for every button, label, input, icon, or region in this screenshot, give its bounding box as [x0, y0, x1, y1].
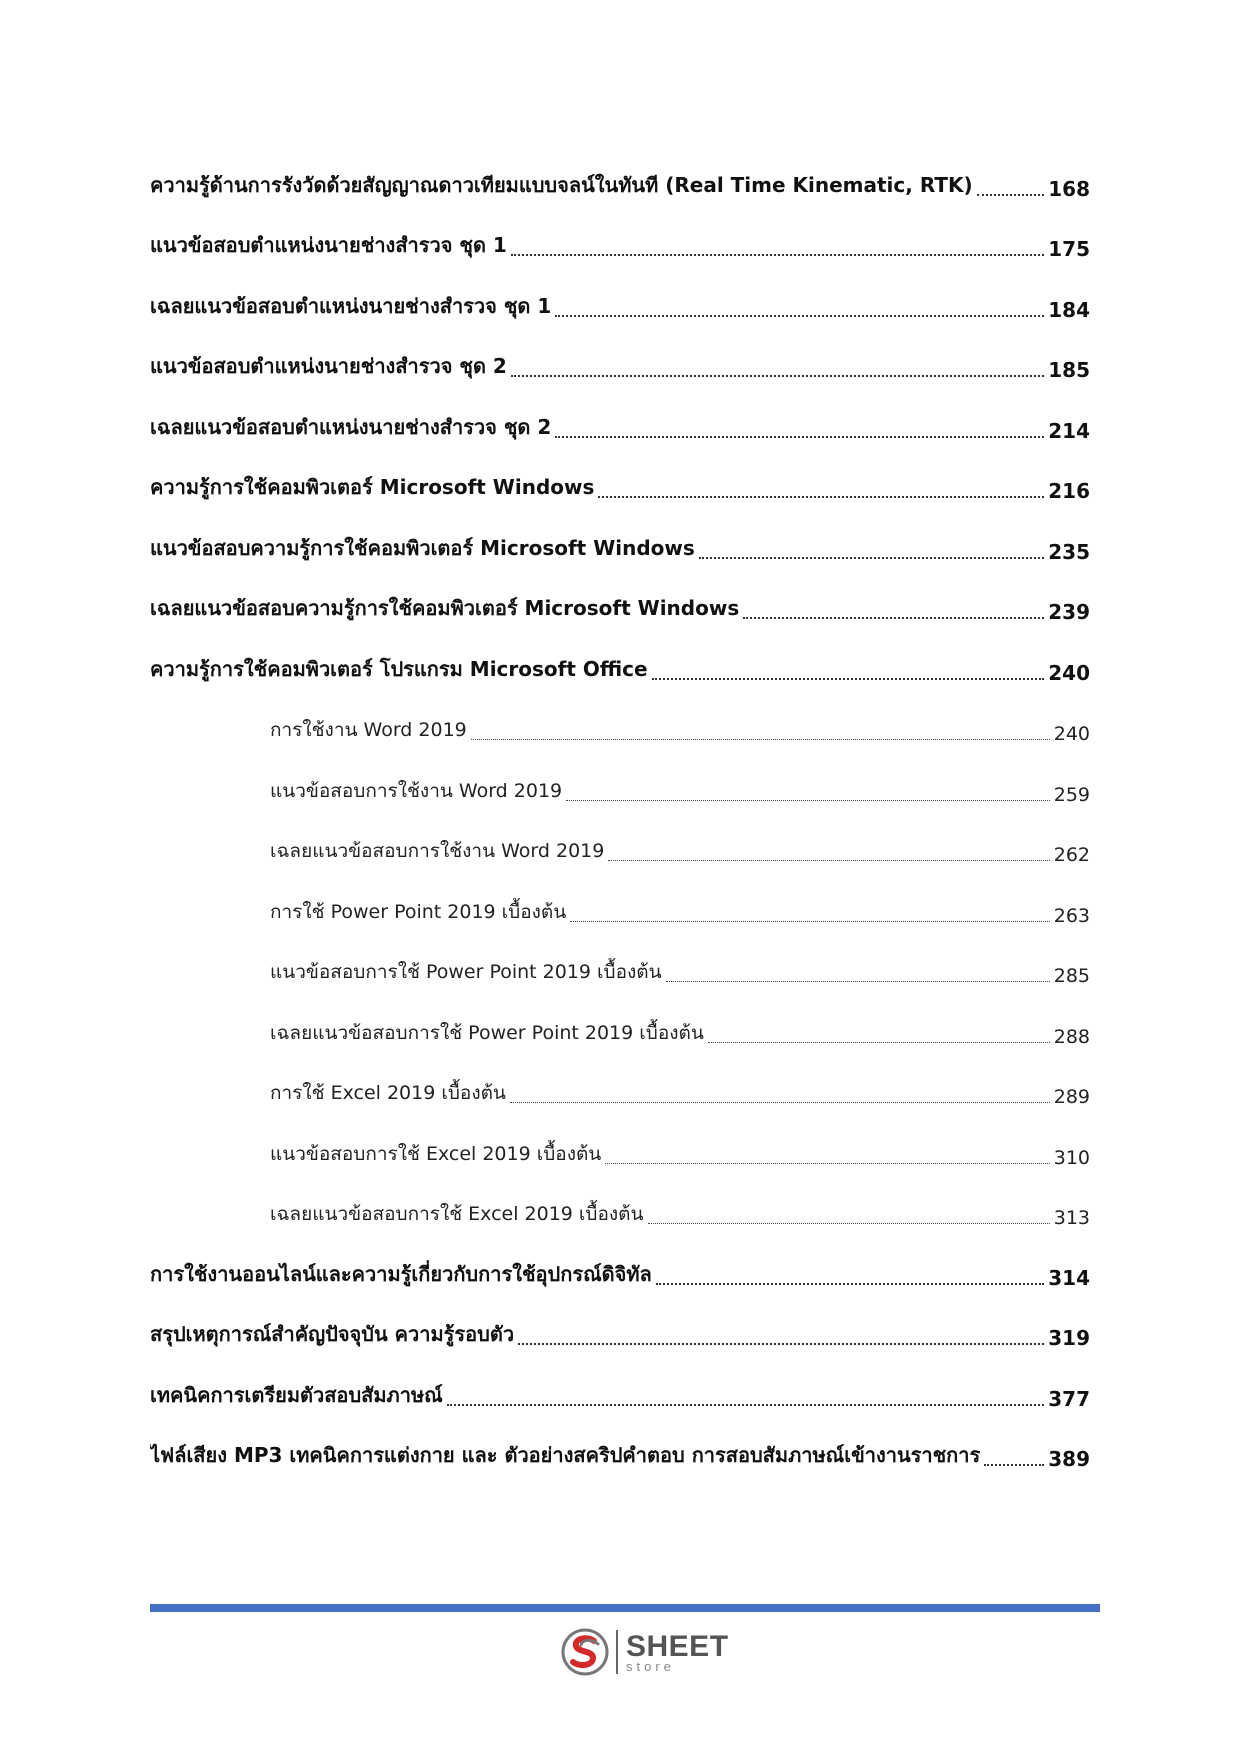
footer-rule [150, 1604, 1100, 1612]
toc-dot-leader [471, 739, 1050, 740]
toc-entry[interactable] [150, 150, 1090, 211]
toc-entry-title: ความรู้การใช้คอมพิวเตอร์ Microsoft Windows [150, 475, 595, 499]
toc-entry-title: เฉลยแนวข้อสอบตำแหน่งนายช่างสำรวจ ชุด 1 [150, 293, 552, 318]
toc-subentry[interactable] [150, 1118, 1090, 1179]
toc-entry-title: เฉลยแนวข้อสอบตำแหน่งนายช่างสำรวจ ชุด 2 [150, 414, 552, 439]
toc-entry[interactable] [150, 1360, 1090, 1421]
toc-page-number: 259 [1053, 783, 1090, 806]
toc-dot-leader [699, 557, 1044, 559]
logo-main-text: SHEET [626, 1629, 729, 1663]
toc-page-number: 235 [1048, 539, 1090, 564]
toc-entry-title: การใช้ Power Point 2019 เบื้องต้น [270, 900, 567, 923]
toc-dot-leader [666, 981, 1050, 982]
toc-page-number: 314 [1048, 1265, 1090, 1290]
toc-entry-title: ความรู้ด้านการรังวัดด้วยสัญญาณดาวเทียมแบบจลน์ในทันที (Real Time Kinematic, RTK) [150, 172, 973, 197]
toc-entry-title: การใช้งานออนไลน์และความรู้เกี่ยวกับการใช้อุปกรณ์ดิจิทัล [150, 1261, 652, 1286]
toc-page-number: 184 [1048, 297, 1090, 322]
toc-dot-leader [566, 800, 1050, 801]
toc-page-number: 239 [1048, 600, 1090, 624]
toc-subentry[interactable] [150, 1179, 1090, 1240]
toc-page-number: 185 [1048, 358, 1090, 382]
toc-entry-title: สรุปเหตุการณ์สำคัญปัจจุบัน ความรู้รอบตัว [150, 1322, 515, 1346]
toc-entry[interactable] [150, 211, 1090, 272]
toc-entry-title: การใช้งาน Word 2019 [270, 719, 467, 741]
toc-dot-leader [518, 1343, 1044, 1345]
toc-entry[interactable] [150, 1421, 1090, 1482]
toc-entry-title: เฉลยแนวข้อสอบการใช้ Power Point 2019 เบื้องต้น [270, 1021, 704, 1044]
toc-dot-leader [511, 375, 1044, 377]
toc-dot-leader [555, 436, 1044, 438]
toc-entry-title: แนวข้อสอบการใช้ Power Point 2019 เบื้องต้น [270, 961, 662, 983]
logo-text [626, 1629, 729, 1674]
toc-page-number: 285 [1053, 965, 1090, 987]
toc-entry-title: แนวข้อสอบตำแหน่งนายช่างสำรวจ ชุด 1 [150, 233, 507, 257]
toc-dot-leader [984, 1464, 1044, 1466]
toc-page-number: 175 [1048, 237, 1090, 261]
toc-entry[interactable] [150, 1300, 1090, 1361]
toc-page-number: 262 [1053, 844, 1090, 866]
toc-entry[interactable] [150, 392, 1090, 453]
toc-dot-leader [743, 617, 1044, 619]
toc-entry-title: ความรู้การใช้คอมพิวเตอร์ โปรแกรม Microsoft Office [150, 656, 648, 681]
toc-entry-title: แนวข้อสอบการใช้ Excel 2019 เบื้องต้น [270, 1142, 602, 1165]
toc-entry[interactable] [150, 332, 1090, 393]
toc-page-number: 377 [1048, 1386, 1090, 1411]
toc-subentry[interactable] [150, 755, 1090, 816]
toc-entry-title: ไฟล์เสียง MP3 เทคนิคการแต่งกาย และ ตัวอย่างสคริปคำตอบ การสอบสัมภาษณ์เข้างานราชการ [150, 1443, 981, 1467]
toc-page-number: 313 [1053, 1207, 1090, 1229]
toc-dot-leader [598, 496, 1044, 498]
toc-dot-leader [570, 921, 1049, 922]
toc-dot-leader [510, 1102, 1050, 1103]
toc-entry[interactable] [150, 513, 1090, 574]
toc-entry-title: แนวข้อสอบความรู้การใช้คอมพิวเตอร์ Microsoft Windows [150, 535, 695, 560]
toc-entry[interactable] [150, 574, 1090, 635]
toc-subentry[interactable] [150, 937, 1090, 998]
toc-dot-leader [511, 254, 1044, 256]
table-of-contents [150, 150, 1090, 1481]
toc-dot-leader [605, 1163, 1049, 1164]
toc-entry-title: เฉลยแนวข้อสอบการใช้งาน Word 2019 [270, 840, 605, 862]
toc-entry[interactable] [150, 453, 1090, 514]
sheet-store-s-icon [560, 1627, 610, 1677]
toc-dot-leader [608, 860, 1049, 861]
toc-page-number: 389 [1048, 1447, 1090, 1471]
toc-page-number: 319 [1048, 1326, 1090, 1350]
toc-entry-title: เฉลยแนวข้อสอบการใช้ Excel 2019 เบื้องต้น [270, 1203, 644, 1225]
toc-dot-leader [977, 194, 1045, 196]
logo-sub-text: store [626, 1658, 675, 1674]
toc-entry[interactable] [150, 1239, 1090, 1300]
toc-dot-leader [652, 678, 1045, 680]
toc-entry-title: เฉลยแนวข้อสอบความรู้การใช้คอมพิวเตอร์ Microsoft Windows [150, 596, 740, 620]
toc-page-number: 168 [1048, 176, 1090, 201]
toc-entry-title: เทคนิคการเตรียมตัวสอบสัมภาษณ์ [150, 1382, 443, 1407]
toc-subentry[interactable] [150, 695, 1090, 756]
toc-page-number: 240 [1048, 660, 1090, 685]
toc-entry-title: แนวข้อสอบตำแหน่งนายช่างสำรวจ ชุด 2 [150, 354, 507, 378]
toc-dot-leader [648, 1223, 1050, 1224]
toc-dot-leader [555, 315, 1044, 317]
logo-divider [616, 1630, 618, 1674]
toc-entry-title: การใช้ Excel 2019 เบื้องต้น [270, 1082, 506, 1104]
toc-entry[interactable] [150, 271, 1090, 332]
toc-page-number: 240 [1053, 723, 1090, 745]
toc-page-number: 289 [1053, 1086, 1090, 1108]
toc-entry-title: แนวข้อสอบการใช้งาน Word 2019 [270, 779, 563, 802]
toc-subentry[interactable] [150, 1058, 1090, 1119]
toc-dot-leader [447, 1404, 1045, 1406]
toc-page-number: 214 [1048, 418, 1090, 443]
toc-subentry[interactable] [150, 997, 1090, 1058]
toc-entry[interactable] [150, 634, 1090, 695]
toc-dot-leader [656, 1283, 1044, 1285]
toc-subentry[interactable] [150, 876, 1090, 937]
toc-page-number: 288 [1053, 1025, 1090, 1048]
toc-subentry[interactable] [150, 816, 1090, 877]
toc-dot-leader [708, 1042, 1050, 1043]
toc-page-number: 216 [1048, 479, 1090, 503]
sheet-store-logo [560, 1624, 760, 1680]
toc-page-number: 310 [1053, 1146, 1090, 1169]
toc-page-number: 263 [1053, 904, 1090, 927]
